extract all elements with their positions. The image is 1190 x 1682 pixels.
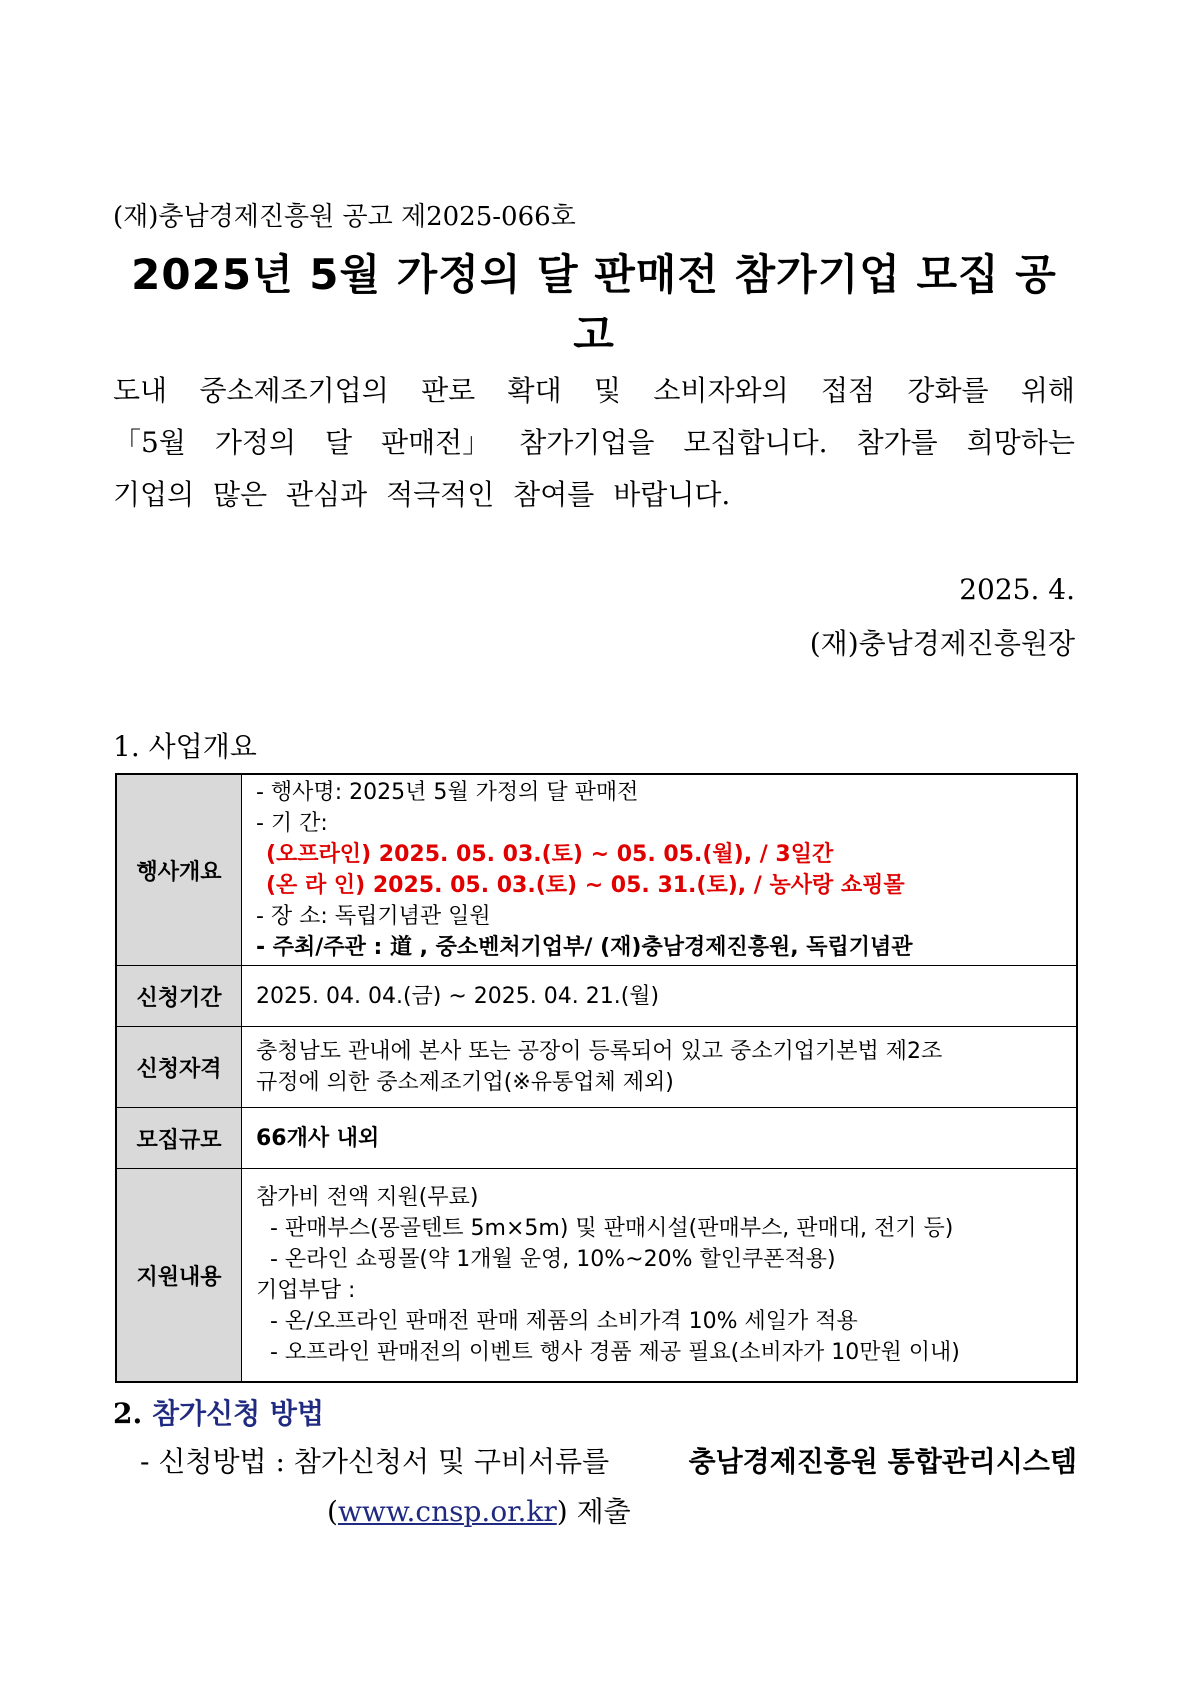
intro-word: 모집합니다. (683, 426, 828, 459)
overview-table (115, 773, 1078, 1383)
support-line: - 판매부스(몽골텐트 5m×5m) 및 판매시설(판매부스, 판매대, 전기 등) (270, 1216, 954, 1241)
page-title: 2025년 5월 가정의 달 판매전 참가기업 모집 공고 (131, 250, 1057, 359)
intro-word: 소비자와의 (653, 374, 789, 407)
intro-word: 참가를 (856, 426, 938, 459)
event-online-period: (온 라 인) 2025. 05. 03.(토) ~ 05. 31.(토), / 농사랑 쇼핑몰 (266, 873, 905, 898)
intro-word: 확대 (507, 374, 562, 407)
table-row-scale (116, 1108, 1077, 1169)
event-host: - 주최/주관 : 道 , 중소벤처기업부/ (재)충남경제진흥원, 독립기념관 (256, 935, 913, 960)
table-row-eligibility (116, 1027, 1077, 1108)
eligibility-line: 충청남도 관내에 본사 또는 공장이 등록되어 있고 중소기업기본법 제2조 (256, 1039, 943, 1064)
intro-word: 도내 (113, 374, 168, 407)
intro-word: 판매전」 (381, 426, 491, 459)
support-line: - 온/오프라인 판매전 판매 제품의 소비가격 10% 세일가 적용 (270, 1309, 858, 1334)
issuer-name: (재)충남경제진흥원장 (809, 627, 1075, 660)
apply-period-value: 2025. 04. 04.(금) ~ 2025. 04. 21.(월) (242, 966, 1078, 1027)
table-row-apply-period (116, 966, 1077, 1027)
intro-word: 달 (325, 426, 353, 459)
intro-word: 강화를 (907, 374, 989, 407)
intro-word: 희망하는 (966, 426, 1075, 459)
intro-word: 및 (593, 374, 622, 407)
support-line: 기업부담 : (256, 1278, 356, 1303)
event-place: - 장 소: 독립기념관 일원 (256, 904, 491, 929)
apply-method (140, 1440, 1077, 1480)
intro-word: 중소제조기업의 (199, 374, 389, 407)
section-2-heading (113, 1392, 324, 1432)
support-line: - 오프라인 판매전의 이벤트 행사 경품 제공 필요(소비자가 10만원 이내) (270, 1340, 960, 1365)
event-period-label: - 기 간: (256, 811, 328, 836)
eligibility-line: 규정에 의한 중소제조기업(※유통업체 제외) (256, 1070, 674, 1095)
submit-suffix: ) 제출 (556, 1495, 631, 1528)
row-header: 신청자격 (116, 1027, 242, 1108)
eligibility-value (242, 1027, 1078, 1108)
intro-word: 위해 (1020, 374, 1075, 407)
intro-line-2 (113, 417, 1075, 469)
intro-word: 가정의 (214, 426, 297, 459)
apply-method-system: 충남경제진흥원 통합관리시스템 (688, 1445, 1077, 1478)
notice-number: (재)충남경제진흥원 공고 제2025-066호 (113, 202, 576, 232)
row-header: 신청기간 (116, 966, 242, 1027)
support-line: 참가비 전액 지원(무료) (256, 1185, 479, 1210)
event-details (242, 774, 1078, 966)
issue-date: 2025. 4. (959, 573, 1075, 606)
intro-word: 판로 (421, 374, 476, 407)
intro-paragraph (113, 365, 1075, 521)
support-details (242, 1169, 1078, 1383)
apply-method-text: - 신청방법 : 참가신청서 및 구비서류를 (140, 1445, 610, 1478)
intro-line-3: 기업의 많은 관심과 적극적인 참여를 바랍니다. (113, 478, 731, 511)
event-name: - 행사명: 2025년 5월 가정의 달 판매전 (256, 780, 639, 805)
open-paren: ( (327, 1495, 338, 1528)
scale-value: 66개사 내외 (242, 1108, 1078, 1169)
row-header: 행사개요 (116, 774, 242, 966)
intro-line-1 (113, 365, 1075, 417)
table-row-support (116, 1169, 1077, 1383)
table-row-event (116, 774, 1077, 966)
support-line: - 온라인 쇼핑몰(약 1개월 운영, 10%~20% 할인쿠폰적용) (270, 1247, 836, 1272)
section-2-title: 참가신청 방법 (151, 1397, 325, 1430)
section-2-number: 2. (113, 1397, 143, 1430)
system-url-link[interactable]: www.cnsp.or.kr (337, 1495, 557, 1528)
row-header: 지원내용 (116, 1169, 242, 1383)
apply-method-url-line (327, 1490, 631, 1530)
event-offline-period: (오프라인) 2025. 05. 03.(토) ~ 05. 05.(월), / 3일간 (266, 842, 834, 867)
intro-word: 접점 (820, 374, 876, 407)
row-header: 모집규모 (116, 1108, 242, 1169)
section-1-heading: 1. 사업개요 (113, 730, 257, 763)
intro-word: 「5월 (113, 426, 186, 459)
intro-word: 참가기업을 (519, 426, 655, 459)
